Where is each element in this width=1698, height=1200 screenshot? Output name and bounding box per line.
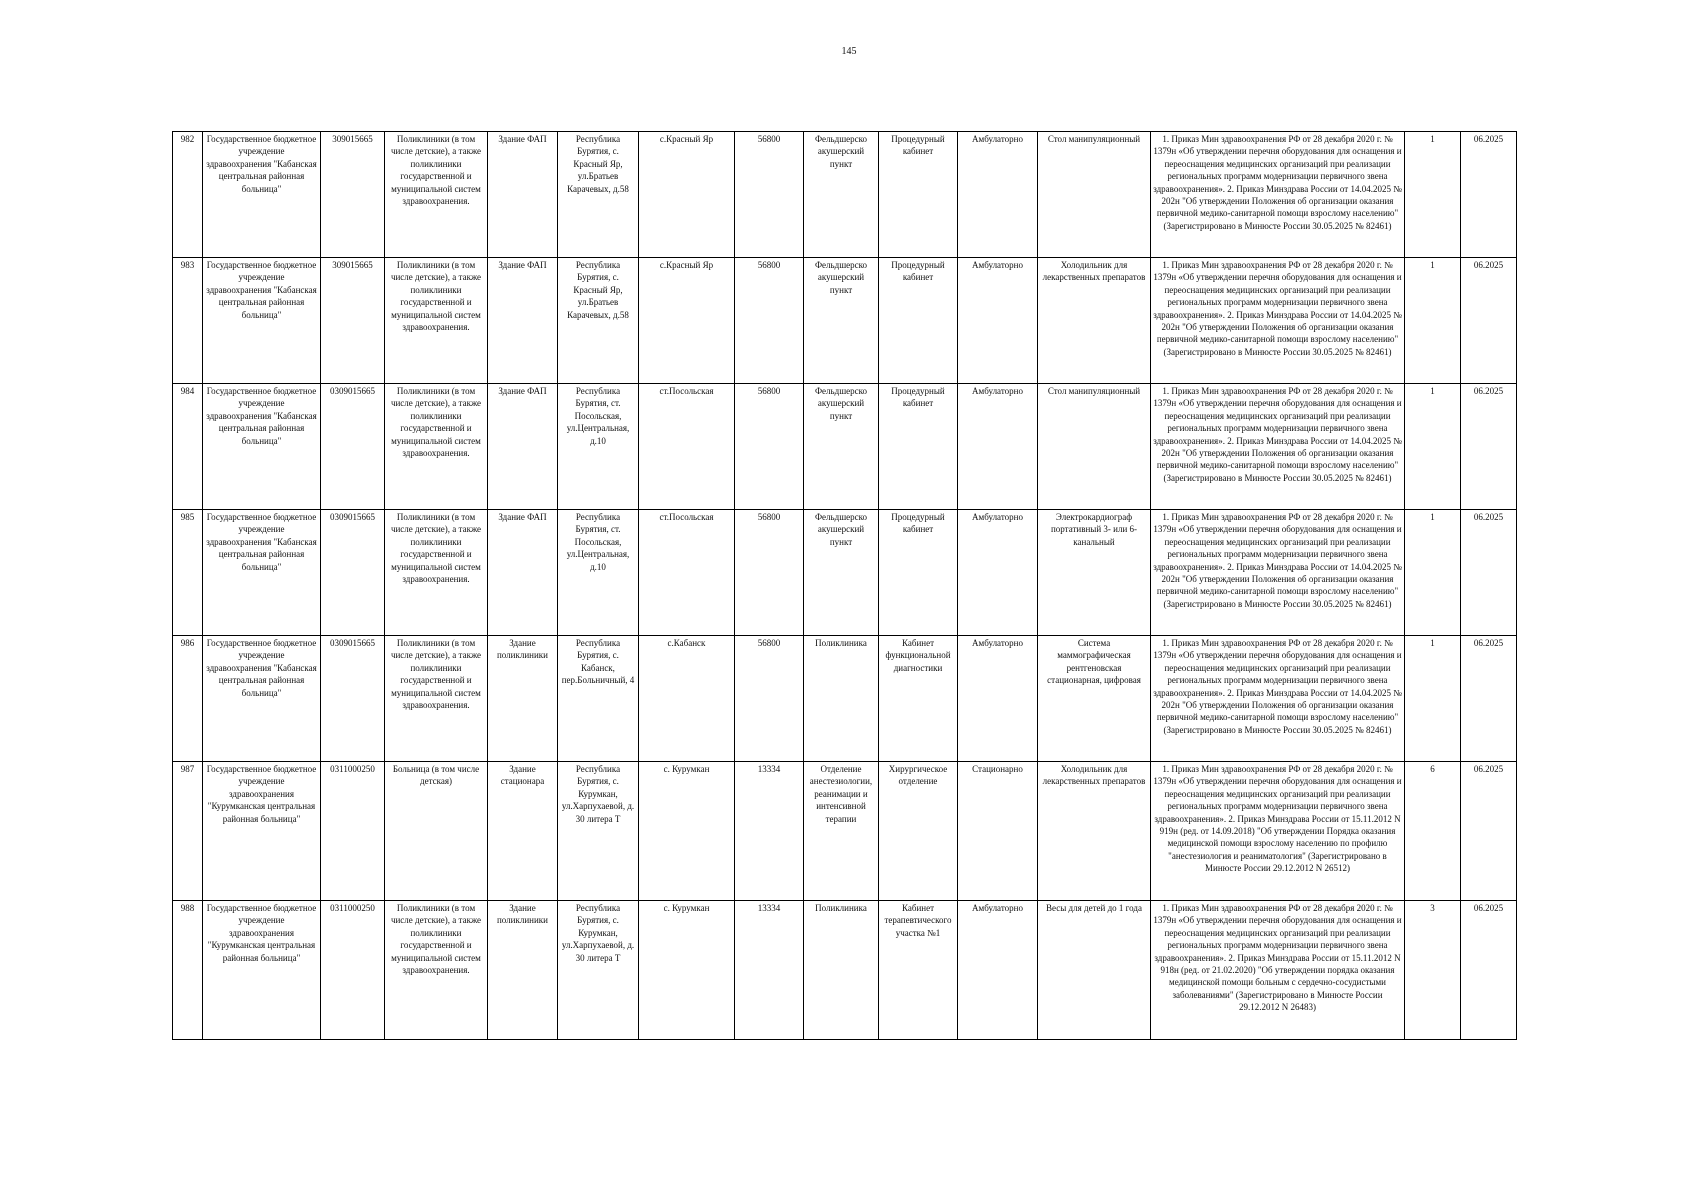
building-name: Здание поликлиники bbox=[488, 901, 558, 1040]
row-number: 987 bbox=[173, 762, 203, 901]
population: 56800 bbox=[735, 258, 804, 384]
quantity: 1 bbox=[1405, 636, 1461, 762]
care-condition: Амбулаторно bbox=[958, 636, 1038, 762]
population: 56800 bbox=[735, 636, 804, 762]
population: 56800 bbox=[735, 384, 804, 510]
organization-code: 0309015665 bbox=[321, 636, 385, 762]
delivery-date: 06.2025 bbox=[1461, 762, 1517, 901]
locality: с.Кабанск bbox=[639, 636, 735, 762]
row-number: 986 bbox=[173, 636, 203, 762]
unit-name: Фельдшерско акушерский пункт bbox=[804, 132, 879, 258]
row-number: 984 bbox=[173, 384, 203, 510]
regulatory-documents: 1. Приказ Мин здравоохранения РФ от 28 декабря 2020 г. № 1379н «Об утверждении перечня оборудования для оснащения и переоснащения медицинских организаций при реализации региональных программ модернизации первичного звена здравоохранения». 2. Приказ Минздрава России от 14.04.2025 № 202н "Об утверждении Положения об организации оказания первичной медико-санитарной помощи взрослому населению" (Зарегистрировано в Минюсте России 30.05.2025 № 82461) bbox=[1151, 636, 1405, 762]
equipment-name: Холодильник для лекарственных препаратов bbox=[1038, 762, 1151, 901]
organization-code: 309015665 bbox=[321, 258, 385, 384]
population: 13334 bbox=[735, 901, 804, 1040]
building-name: Здание ФАП bbox=[488, 258, 558, 384]
building-name: Здание поликлиники bbox=[488, 636, 558, 762]
facility-address: Республика Бурятия, с. Курумкан, ул.Харпухаевой, д. 30 литера Т bbox=[558, 901, 639, 1040]
cabinet-name: Процедурный кабинет bbox=[879, 384, 958, 510]
table-row bbox=[173, 762, 1517, 901]
regulatory-documents: 1. Приказ Мин здравоохранения РФ от 28 декабря 2020 г. № 1379н «Об утверждении перечня оборудования для оснащения и переоснащения медицинских организаций при реализации региональных программ модернизации первичного звена здравоохранения». 2. Приказ Минздрава России от 15.11.2012 N 918н (ред. от 21.02.2020) "Об утверждении порядка оказания медицинской помощи больным с сердечно-сосудистыми заболеваниями" (Зарегистрировано в Минюсте России 29.12.2012 N 26483) bbox=[1151, 901, 1405, 1040]
table-row bbox=[173, 384, 1517, 510]
facility-address: Республика Бурятия, ст. Посольская, ул.Центральная, д.10 bbox=[558, 510, 639, 636]
unit-name: Фельдшерско акушерский пункт bbox=[804, 510, 879, 636]
organization-name: Государственное бюджетное учреждение здравоохранения "Кабанская центральная районная больница" bbox=[203, 510, 321, 636]
cabinet-name: Хирургическое отделение bbox=[879, 762, 958, 901]
care-condition: Амбулаторно bbox=[958, 258, 1038, 384]
population: 56800 bbox=[735, 132, 804, 258]
table-row bbox=[173, 258, 1517, 384]
table-row bbox=[173, 510, 1517, 636]
locality: с. Курумкан bbox=[639, 762, 735, 901]
table-row bbox=[173, 132, 1517, 258]
quantity: 1 bbox=[1405, 132, 1461, 258]
equipment-register-table bbox=[172, 131, 1517, 1040]
quantity: 6 bbox=[1405, 762, 1461, 901]
cabinet-name: Процедурный кабинет bbox=[879, 258, 958, 384]
facility-type: Больница (в том числе детская) bbox=[385, 762, 488, 901]
organization-code: 0311000250 bbox=[321, 762, 385, 901]
locality: с.Красный Яр bbox=[639, 258, 735, 384]
quantity: 1 bbox=[1405, 258, 1461, 384]
organization-name: Государственное бюджетное учреждение здравоохранения "Курумканская центральная районная больница" bbox=[203, 762, 321, 901]
care-condition: Амбулаторно bbox=[958, 132, 1038, 258]
facility-type: Поликлиники (в том числе детские), а также поликлиники государственной и муниципальной систем здравоохранения. bbox=[385, 132, 488, 258]
delivery-date: 06.2025 bbox=[1461, 258, 1517, 384]
unit-name: Поликлиника bbox=[804, 901, 879, 1040]
organization-code: 0309015665 bbox=[321, 510, 385, 636]
unit-name: Фельдшерско акушерский пункт bbox=[804, 384, 879, 510]
facility-type: Поликлиники (в том числе детские), а также поликлиники государственной и муниципальной систем здравоохранения. bbox=[385, 901, 488, 1040]
cabinet-name: Кабинет функциональной диагностики bbox=[879, 636, 958, 762]
organization-code: 309015665 bbox=[321, 132, 385, 258]
quantity: 1 bbox=[1405, 510, 1461, 636]
regulatory-documents: 1. Приказ Мин здравоохранения РФ от 28 декабря 2020 г. № 1379н «Об утверждении перечня оборудования для оснащения и переоснащения медицинских организаций при реализации региональных программ модернизации первичного звена здравоохранения». 2. Приказ Минздрава России от 14.04.2025 № 202н "Об утверждении Положения об организации оказания первичной медико-санитарной помощи взрослому населению" (Зарегистрировано в Минюсте России 30.05.2025 № 82461) bbox=[1151, 132, 1405, 258]
equipment-name: Стол манипуляционный bbox=[1038, 132, 1151, 258]
delivery-date: 06.2025 bbox=[1461, 510, 1517, 636]
care-condition: Амбулаторно bbox=[958, 510, 1038, 636]
equipment-name: Холодильник для лекарственных препаратов bbox=[1038, 258, 1151, 384]
row-number: 985 bbox=[173, 510, 203, 636]
equipment-name: Весы для детей до 1 года bbox=[1038, 901, 1151, 1040]
care-condition: Амбулаторно bbox=[958, 384, 1038, 510]
facility-address: Республика Бурятия, ст. Посольская, ул.Центральная, д.10 bbox=[558, 384, 639, 510]
table-body bbox=[173, 132, 1517, 1040]
regulatory-documents: 1. Приказ Мин здравоохранения РФ от 28 декабря 2020 г. № 1379н «Об утверждении перечня оборудования для оснащения и переоснащения медицинских организаций при реализации региональных программ модернизации первичного звена здравоохранения». 2. Приказ Минздрава России от 14.04.2025 № 202н "Об утверждении Положения об организации оказания первичной медико-санитарной помощи взрослому населению" (Зарегистрировано в Минюсте России 30.05.2025 № 82461) bbox=[1151, 384, 1405, 510]
table-row bbox=[173, 636, 1517, 762]
facility-address: Республика Бурятия, с. Кабанск, пер.Больничный, 4 bbox=[558, 636, 639, 762]
unit-name: Поликлиника bbox=[804, 636, 879, 762]
building-name: Здание стационара bbox=[488, 762, 558, 901]
locality: ст.Посольская bbox=[639, 384, 735, 510]
facility-address: Республика Бурятия, с. Курумкан, ул.Харпухаевой, д. 30 литера Т bbox=[558, 762, 639, 901]
care-condition: Амбулаторно bbox=[958, 901, 1038, 1040]
equipment-name: Система маммографическая рентгеновская стационарная, цифровая bbox=[1038, 636, 1151, 762]
locality: с.Красный Яр bbox=[639, 132, 735, 258]
delivery-date: 06.2025 bbox=[1461, 901, 1517, 1040]
regulatory-documents: 1. Приказ Мин здравоохранения РФ от 28 декабря 2020 г. № 1379н «Об утверждении перечня оборудования для оснащения и переоснащения медицинских организаций при реализации региональных программ модернизации первичного звена здравоохранения». 2. Приказ Минздрава России от 14.04.2025 № 202н "Об утверждении Положения об организации оказания первичной медико-санитарной помощи взрослому населению" (Зарегистрировано в Минюсте России 30.05.2025 № 82461) bbox=[1151, 510, 1405, 636]
facility-type: Поликлиники (в том числе детские), а также поликлиники государственной и муниципальной систем здравоохранения. bbox=[385, 510, 488, 636]
row-number: 983 bbox=[173, 258, 203, 384]
organization-name: Государственное бюджетное учреждение здравоохранения "Кабанская центральная районная больница" bbox=[203, 384, 321, 510]
organization-code: 0309015665 bbox=[321, 384, 385, 510]
quantity: 1 bbox=[1405, 384, 1461, 510]
facility-type: Поликлиники (в том числе детские), а также поликлиники государственной и муниципальной систем здравоохранения. bbox=[385, 636, 488, 762]
unit-name: Отделение анестезиологии, реанимации и интенсивной терапии bbox=[804, 762, 879, 901]
regulatory-documents: 1. Приказ Мин здравоохранения РФ от 28 декабря 2020 г. № 1379н «Об утверждении перечня оборудования для оснащения и переоснащения медицинских организаций при реализации региональных программ модернизации первичного звена здравоохранения». 2. Приказ Минздрава России от 15.11.2012 N 919н (ред. от 14.09.2018) "Об утверждении Порядка оказания медицинской помощи взрослому населению по профилю "анестезиология и реаниматология" (Зарегистрировано в Минюсте России 29.12.2012 N 26512) bbox=[1151, 762, 1405, 901]
organization-name: Государственное бюджетное учреждение здравоохранения "Кабанская центральная районная больница" bbox=[203, 132, 321, 258]
row-number: 988 bbox=[173, 901, 203, 1040]
unit-name: Фельдшерско акушерский пункт bbox=[804, 258, 879, 384]
cabinet-name: Кабинет терапевтического участка №1 bbox=[879, 901, 958, 1040]
organization-name: Государственное бюджетное учреждение здравоохранения "Кабанская центральная районная больница" bbox=[203, 258, 321, 384]
table-row bbox=[173, 901, 1517, 1040]
organization-code: 0311000250 bbox=[321, 901, 385, 1040]
facility-type: Поликлиники (в том числе детские), а также поликлиники государственной и муниципальной систем здравоохранения. bbox=[385, 384, 488, 510]
row-number: 982 bbox=[173, 132, 203, 258]
building-name: Здание ФАП bbox=[488, 384, 558, 510]
cabinet-name: Процедурный кабинет bbox=[879, 132, 958, 258]
page-number: 145 bbox=[841, 46, 857, 57]
delivery-date: 06.2025 bbox=[1461, 384, 1517, 510]
population: 56800 bbox=[735, 510, 804, 636]
delivery-date: 06.2025 bbox=[1461, 132, 1517, 258]
organization-name: Государственное бюджетное учреждение здравоохранения "Кабанская центральная районная больница" bbox=[203, 636, 321, 762]
facility-type: Поликлиники (в том числе детские), а также поликлиники государственной и муниципальной систем здравоохранения. bbox=[385, 258, 488, 384]
population: 13334 bbox=[735, 762, 804, 901]
regulatory-documents: 1. Приказ Мин здравоохранения РФ от 28 декабря 2020 г. № 1379н «Об утверждении перечня оборудования для оснащения и переоснащения медицинских организаций при реализации региональных программ модернизации первичного звена здравоохранения». 2. Приказ Минздрава России от 14.04.2025 № 202н "Об утверждении Положения об организации оказания первичной медико-санитарной помощи взрослому населению" (Зарегистрировано в Минюсте России 30.05.2025 № 82461) bbox=[1151, 258, 1405, 384]
cabinet-name: Процедурный кабинет bbox=[879, 510, 958, 636]
facility-address: Республика Бурятия, с. Красный Яр, ул.Братьев Карачевых, д.58 bbox=[558, 258, 639, 384]
locality: с. Курумкан bbox=[639, 901, 735, 1040]
building-name: Здание ФАП bbox=[488, 132, 558, 258]
organization-name: Государственное бюджетное учреждение здравоохранения "Курумканская центральная районная больница" bbox=[203, 901, 321, 1040]
equipment-name: Стол манипуляционный bbox=[1038, 384, 1151, 510]
delivery-date: 06.2025 bbox=[1461, 636, 1517, 762]
care-condition: Стационарно bbox=[958, 762, 1038, 901]
facility-address: Республика Бурятия, с. Красный Яр, ул.Братьев Карачевых, д.58 bbox=[558, 132, 639, 258]
locality: ст.Посольская bbox=[639, 510, 735, 636]
quantity: 3 bbox=[1405, 901, 1461, 1040]
building-name: Здание ФАП bbox=[488, 510, 558, 636]
equipment-name: Электрокардиограф портативный 3- или 6-канальный bbox=[1038, 510, 1151, 636]
